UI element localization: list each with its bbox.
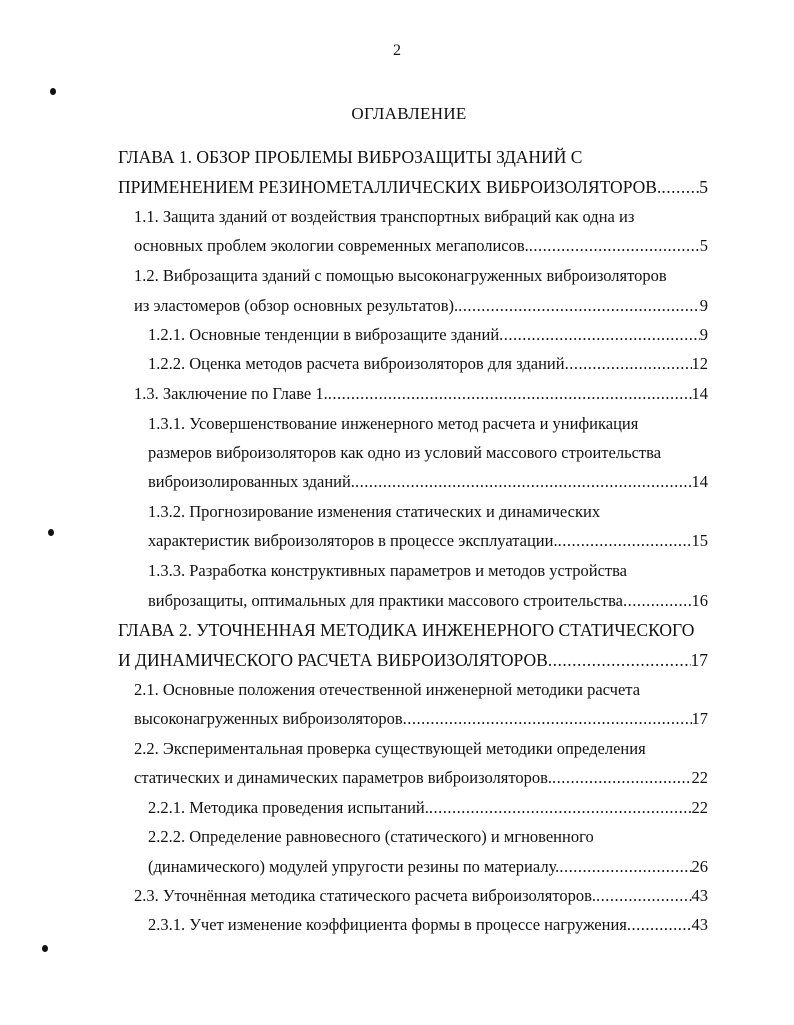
toc-entry-title: из эластомеров (обзор основных результатов). (134, 296, 459, 315)
toc-entry-1-3-2-line1: 1.3.2. Прогнозирование изменения статических и динамических (148, 502, 601, 521)
leader-dots (355, 472, 692, 492)
toc-entry-page: 16 (691, 591, 708, 610)
leader-dots (596, 886, 691, 906)
toc-entry-page: 9 (699, 325, 708, 344)
leader-dots (548, 650, 691, 670)
toc-entry-2-3 (134, 886, 708, 906)
toc-entry-page: 43 (691, 886, 708, 905)
leader-dots (458, 296, 700, 316)
toc-entry-page: 15 (691, 531, 708, 550)
toc-entry-2-1-line1: 2.1. Основные положения отечественной инженерной методики расчета (134, 680, 641, 699)
toc-entry-1-2-2 (148, 354, 708, 374)
leader-dots (558, 531, 692, 551)
leader-dots (661, 177, 699, 197)
toc-entry-1-3-2 (148, 531, 708, 551)
toc-entry-2-1 (134, 709, 708, 729)
toc-entry-1-3-3-line1: 1.3.3. Разработка конструктивных параметров и методов устройства (148, 561, 628, 580)
toc-entry-title: И ДИНАМИЧЕСКОГО РАСЧЕТА ВИБРОИЗОЛЯТОРОВ (118, 650, 548, 670)
leader-dots (559, 857, 691, 877)
toc-entry-title: 2.2.1. Методика проведения испытаний. (148, 798, 429, 817)
toc-entry-title: статических и динамических параметров виброизоляторов. (134, 768, 553, 787)
toc-entry-ch2 (118, 650, 708, 670)
toc-entry-1-2-line1: 1.2. Виброзащита зданий с помощью высоконагруженных виброизоляторов (134, 266, 667, 285)
toc-entry-2-2-2-line1: 2.2.2. Определение равновесного (статического) и мгновенного (148, 827, 594, 846)
toc-entry-title: (динамического) модулей упругости резины по материалу. (148, 857, 560, 876)
leader-dots (565, 354, 692, 374)
toc-entry-page: 17 (691, 709, 708, 728)
toc-entry-ch1-line1: ГЛАВА 1. ОБЗОР ПРОБЛЕМЫ ВИБРОЗАЩИТЫ ЗДАНИЙ С (118, 147, 583, 167)
toc-entry-title: характеристик виброизоляторов в процессе эксплуатации. (148, 531, 558, 550)
toc-entry-1-3-1-line1: 1.3.1. Усовершенствование инженерного метод расчета и унификация (148, 414, 639, 433)
toc-entry-page: 14 (691, 472, 708, 491)
toc-entry-1-2 (134, 296, 708, 316)
toc-entry-1-3 (134, 384, 708, 404)
toc-entry-title: 2.3.1. Учет изменение коэффициента формы в процессе нагружения (148, 915, 627, 934)
toc-entry-1-1-line1: 1.1. Защита зданий от воздействия транспортных вибраций как одна из (134, 207, 635, 226)
toc-entry-title: основных проблем экологии современных мегаполисов. (134, 236, 529, 255)
toc-entry-ch1 (118, 177, 708, 197)
leader-dots (623, 591, 692, 611)
leader-dots (552, 768, 691, 788)
toc-entry-page: 22 (691, 768, 708, 787)
toc-heading: ОГЛАВЛЕНИЕ (351, 104, 467, 123)
toc-entry-title: 2.3. Уточнённая методика статического расчета виброизоляторов. (134, 886, 597, 905)
toc-entry-page: 9 (699, 296, 708, 315)
scan-mark-middle (48, 529, 54, 536)
page-number: 2 (393, 42, 401, 59)
scan-mark-top (50, 88, 56, 95)
toc-entry-page: 43 (691, 915, 708, 934)
leader-dots (429, 798, 692, 818)
scan-mark-bottom (42, 945, 48, 952)
toc-entry-2-2 (134, 768, 708, 788)
toc-entry-2-2-1 (148, 798, 708, 818)
toc-entry-page: 14 (691, 384, 708, 403)
toc-entry-1-3-1-line2: размеров виброизоляторов как одно из условий массового строительства (148, 443, 662, 462)
toc-entry-page: 5 (699, 177, 708, 197)
toc-entry-title: 1.2.2. Оценка методов расчета виброизоляторов для зданий (148, 354, 565, 373)
toc-entry-ch2-line1: ГЛАВА 2. УТОЧНЕННАЯ МЕТОДИКА ИНЖЕНЕРНОГО СТАТИЧЕСКОГО (118, 620, 695, 640)
leader-dots (403, 709, 692, 729)
toc-entry-1-2-1 (148, 325, 708, 345)
toc-entry-title: виброизолированных зданий. (148, 472, 355, 491)
toc-entry-page: 22 (691, 798, 708, 817)
toc-entry-page: 12 (691, 354, 708, 373)
toc-entry-page: 5 (699, 236, 708, 255)
leader-dots (529, 236, 700, 256)
toc-entry-2-2-2 (148, 857, 708, 877)
leader-dots (328, 384, 692, 404)
toc-entry-page: 17 (690, 650, 708, 670)
leader-dots (499, 325, 700, 345)
leader-dots (627, 915, 692, 935)
toc-entry-title: 1.2.1. Основные тенденции в виброзащите зданий (148, 325, 500, 344)
toc-entry-1-3-1 (148, 472, 708, 492)
toc-entry-title: 1.3. Заключение по Главе 1. (134, 384, 328, 403)
toc-entry-1-3-3 (148, 591, 708, 611)
toc-entry-2-3-1 (148, 915, 708, 935)
toc-entry-title: ПРИМЕНЕНИЕМ РЕЗИНОМЕТАЛЛИЧЕСКИХ ВИБРОИЗОЛЯТОРОВ. (118, 177, 662, 197)
toc-entry-1-1 (134, 236, 708, 256)
toc-entry-title: высоконагруженных виброизоляторов (134, 709, 403, 728)
toc-entry-page: 26 (691, 857, 708, 876)
toc-entry-title: виброзащиты, оптимальных для практики массового строительства (148, 591, 623, 610)
toc-entry-2-2-line1: 2.2. Экспериментальная проверка существующей методики определения (134, 739, 646, 758)
